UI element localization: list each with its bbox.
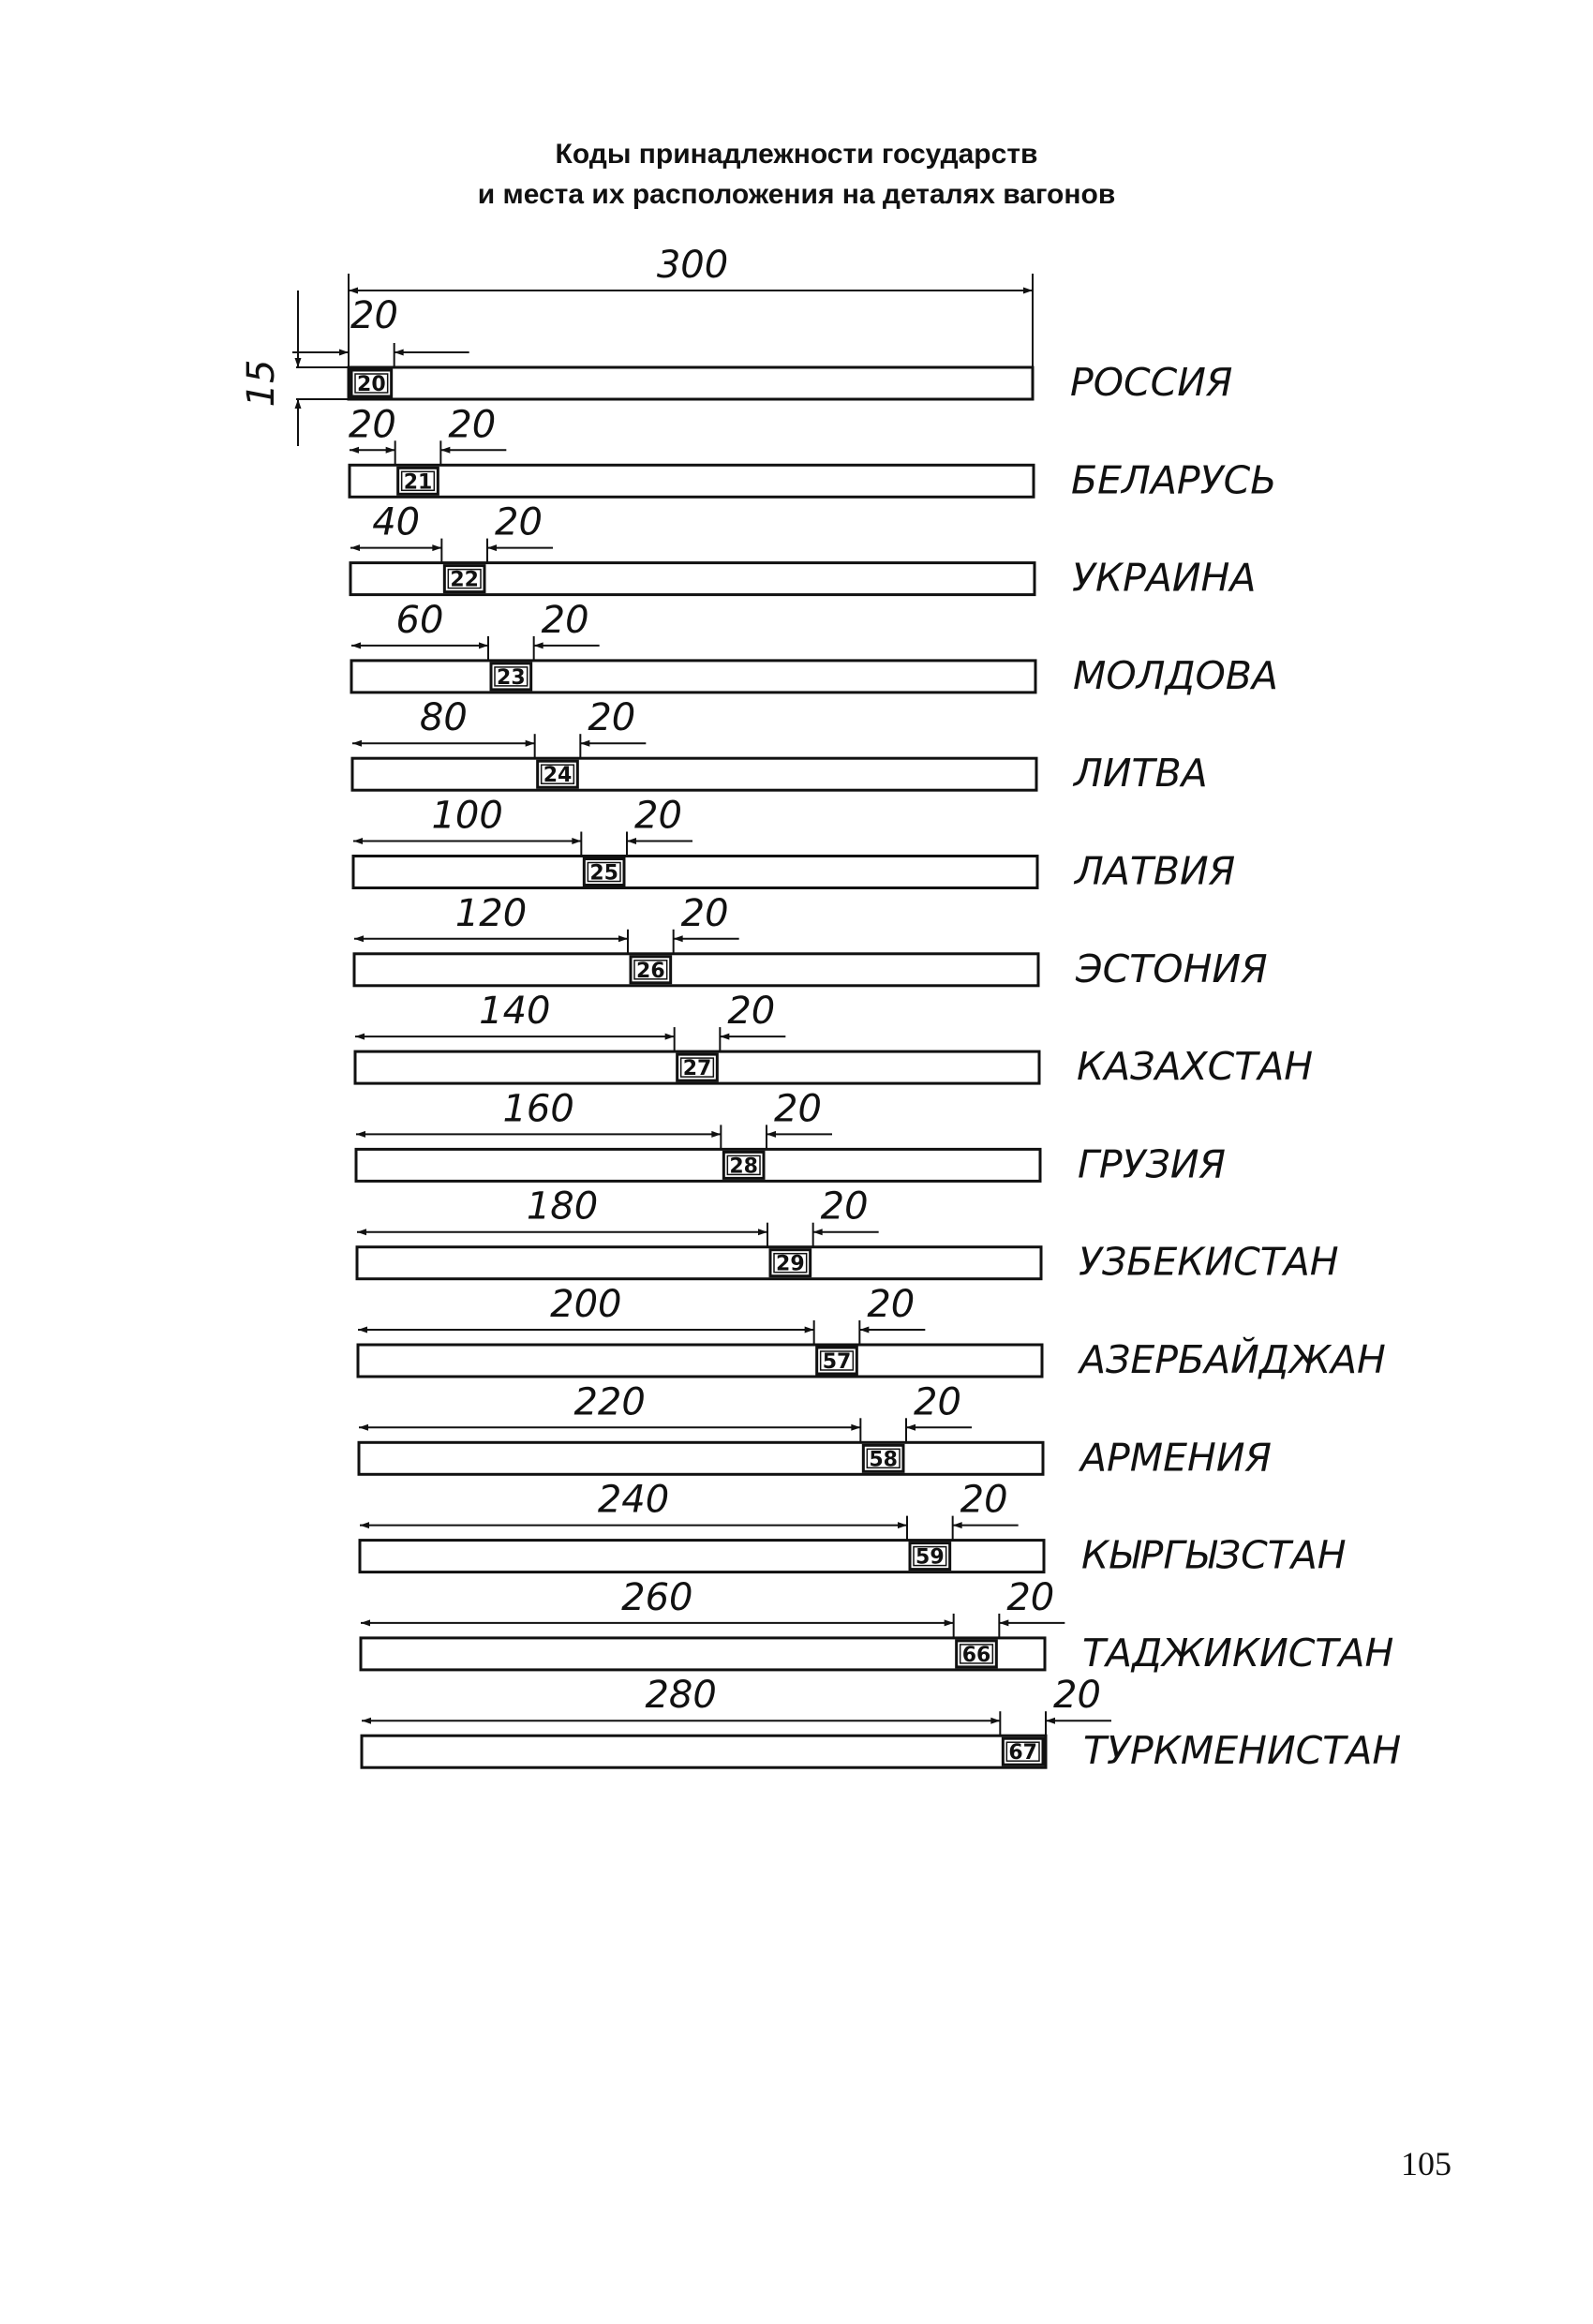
row-2 <box>349 403 1276 502</box>
dimension-label-offset: 40 <box>372 500 421 544</box>
code-label: 66 <box>961 1643 991 1667</box>
bar <box>357 1247 1041 1279</box>
row-5 <box>352 696 1208 796</box>
dimension-label-width: 20 <box>448 403 497 447</box>
country-label: АЗЕРБАЙДЖАН <box>1079 1337 1386 1382</box>
code-label: 57 <box>822 1350 852 1374</box>
country-label: ЭСТОНИЯ <box>1076 946 1268 991</box>
dimension-label-offset: 100 <box>431 794 503 838</box>
dimension-label-offset: 220 <box>573 1380 646 1424</box>
country-label: ГРУЗИЯ <box>1078 1141 1226 1187</box>
dimension-label-width: 20 <box>1053 1674 1101 1718</box>
country-label: МОЛДОВА <box>1073 652 1278 698</box>
dimension-label-offset: 80 <box>419 696 468 740</box>
bar <box>356 1149 1040 1181</box>
code-label: 23 <box>497 665 526 690</box>
country-label: УЗБЕКИСТАН <box>1079 1239 1339 1285</box>
dimension-label-width: 20 <box>350 294 398 337</box>
dimension-label-offset: 280 <box>645 1674 717 1718</box>
bar <box>359 1442 1043 1474</box>
code-label: 58 <box>869 1448 898 1472</box>
code-label: 26 <box>636 959 665 983</box>
country-label: КЫРГЫЗСТАН <box>1081 1532 1347 1578</box>
row-11 <box>358 1283 1386 1382</box>
dimension-label-offset: 140 <box>479 990 551 1034</box>
country-label: ТУРКМЕНИСТАН <box>1083 1728 1402 1774</box>
bar <box>354 954 1038 986</box>
dimension-label-width: 20 <box>1006 1575 1055 1619</box>
dimension-label-offset: 160 <box>502 1087 574 1131</box>
row-14 <box>361 1576 1393 1676</box>
row-10 <box>357 1185 1339 1285</box>
bar <box>352 758 1036 790</box>
dimension-label-offset: 20 <box>348 403 396 447</box>
row-9 <box>356 1087 1226 1186</box>
dimension-label-width: 20 <box>588 696 636 740</box>
country-label: ЛАТВИЯ <box>1075 848 1236 894</box>
dimension-label-width: 20 <box>914 1380 961 1424</box>
bar <box>358 1345 1042 1377</box>
code-label: 28 <box>729 1155 758 1179</box>
row-3 <box>350 501 1256 601</box>
dimension-label-offset: 240 <box>597 1478 670 1522</box>
row-4 <box>351 599 1278 698</box>
dimension-label-offset: 260 <box>621 1575 693 1619</box>
page-number: 105 <box>1401 2145 1452 2182</box>
dimension-label-width: 20 <box>867 1283 916 1326</box>
row-12 <box>359 1380 1272 1480</box>
code-label: 22 <box>450 568 479 592</box>
code-label: 29 <box>776 1252 805 1276</box>
row-7 <box>354 892 1268 991</box>
dimension-label-width: 20 <box>960 1478 1008 1522</box>
dimension-label-height: 15 <box>240 359 283 408</box>
dimension-label-offset: 200 <box>550 1283 622 1326</box>
title-line-1: Коды принадлежности государств <box>555 139 1038 170</box>
dimension-label-width: 20 <box>541 598 589 642</box>
row-1 <box>292 294 1232 405</box>
dimension-label-offset: 180 <box>526 1184 599 1229</box>
row-15 <box>362 1674 1401 1773</box>
dimension-label-width: 20 <box>820 1184 869 1229</box>
code-label: 21 <box>403 470 433 495</box>
dimension-label-offset: 60 <box>395 598 444 642</box>
bar <box>353 857 1037 888</box>
code-label: 67 <box>1008 1741 1037 1765</box>
dimension-label-width: 20 <box>774 1087 822 1131</box>
dimension-label-offset: 120 <box>454 891 528 935</box>
code-label: 24 <box>543 764 573 788</box>
dimension-label-width: 20 <box>680 891 729 935</box>
code-label: 27 <box>682 1057 712 1081</box>
bar <box>350 465 1034 497</box>
bar <box>361 1638 1045 1670</box>
country-label: ТАДЖИКИСТАН <box>1082 1630 1394 1676</box>
country-label: УКРАИНА <box>1072 555 1257 601</box>
country-label: ЛИТВА <box>1074 751 1208 797</box>
code-label: 59 <box>916 1545 945 1570</box>
row-8 <box>355 990 1313 1089</box>
dimension-label-total: 300 <box>656 244 729 287</box>
row-13 <box>360 1479 1347 1578</box>
bar <box>349 367 1033 399</box>
country-label: КАЗАХСТАН <box>1077 1044 1314 1090</box>
country-label: АРМЕНИЯ <box>1080 1435 1273 1481</box>
dimension-label-width: 20 <box>495 500 543 544</box>
code-label: 25 <box>589 861 618 886</box>
bar <box>351 661 1035 693</box>
code-label: 20 <box>357 373 386 396</box>
country-label: РОССИЯ <box>1070 360 1233 405</box>
dimension-label-width: 20 <box>634 794 682 838</box>
title-line-2: и места их расположения на деталях вагонов <box>477 179 1116 210</box>
row-6 <box>353 795 1235 894</box>
dimension-label-width: 20 <box>727 990 776 1034</box>
bar <box>362 1736 1046 1767</box>
rows <box>292 294 1401 1773</box>
country-label: БЕЛАРУСЬ <box>1071 457 1277 503</box>
